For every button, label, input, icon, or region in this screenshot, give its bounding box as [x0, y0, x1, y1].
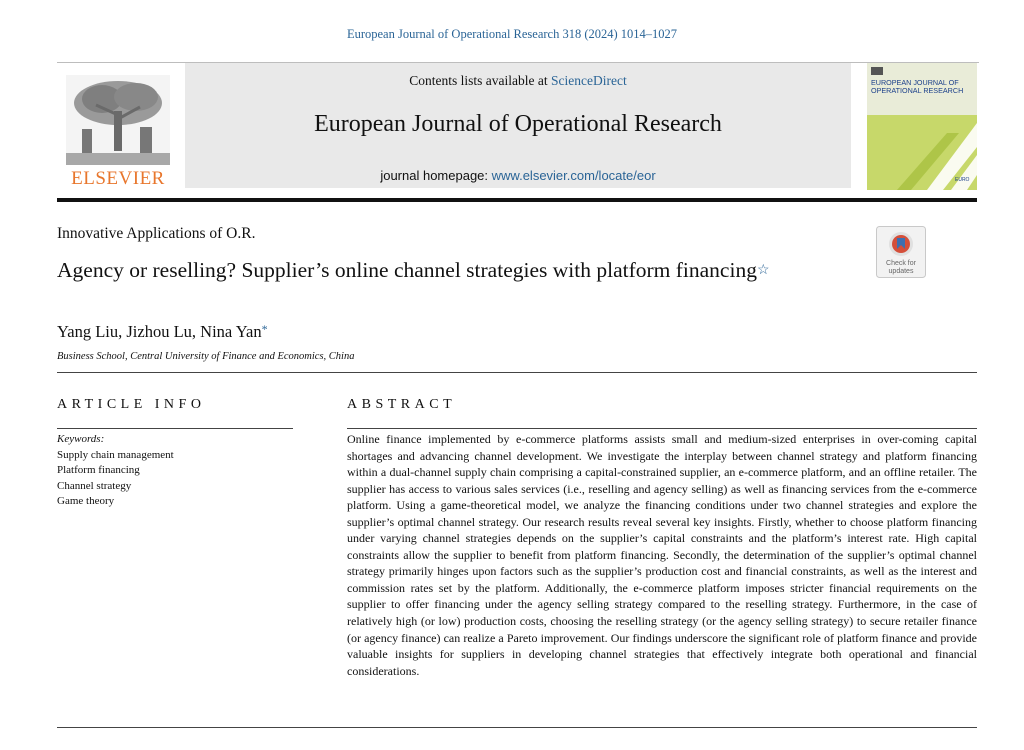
check-updates-line2: updates: [888, 268, 914, 275]
article-info-underline: [57, 428, 293, 429]
keyword-item: Game theory: [57, 495, 115, 507]
keywords-block: [57, 432, 293, 510]
header-divider: [57, 198, 977, 202]
abstract-underline: [347, 428, 977, 429]
cover-title-line2: OPERATIONAL RESEARCH: [871, 86, 964, 95]
bottom-divider: [57, 727, 977, 728]
homepage-line: [185, 168, 851, 183]
elsevier-tree-icon: [66, 75, 170, 165]
author-list: [57, 322, 268, 342]
elsevier-wordmark: ELSEVIER: [71, 168, 165, 189]
journal-homepage-link[interactable]: www.elsevier.com/locate/eor: [491, 168, 656, 183]
journal-header: [57, 63, 979, 197]
article-title-text: Agency or reselling? Supplier’s online channel strategies with platform financing: [57, 258, 757, 282]
keywords-label: Keywords:: [57, 433, 105, 445]
corresponding-author-marker[interactable]: *: [261, 322, 268, 336]
contents-line: [185, 73, 851, 89]
journal-citation: European Journal of Operational Research 318 (2024) 1014–1027: [346, 27, 678, 41]
info-divider: [57, 372, 977, 373]
elsevier-logo: [57, 75, 179, 190]
abstract-text: Online finance implemented by e-commerce platforms assists small and medium-sized enterprises in over-coming capital shortages and advancing channel development. We investigate the interplay between channel strategy and platform financing within a dual-channel supply chain comprising a capital-constrained supplier, an e-commerce platform, and an offline retailer. The supplier has access to various sales services (i.e., reselling and agency selling) as well as financing services from the e-commerce platform. Using a game-theoretical model, we analyze the financing conditions under two channel strategies and explore the supplier’s optimal channel strategy. Our research results reveal several key insights. Firstly, whether to choose platform financing under varying channel strategies depends on the supplier’s capital constraints and the platform’s interest rate. High capital constraints allow the supplier to benefit from platform financing. Secondly, the determination of the supplier’s optimal channel strategy primarily hinges upon factors such as the supplier’s production cost and financial constraints, as well as the interest and commission rates set by the platform. Additionally, the e-commerce platform imposes stricter financial requirements on the supplier to offer financing under the agency selling strategy compared to the reselling strategy. Furthermore, in the case of relatively high (or low) production costs, choosing the reselling strategy (or the agency selling strategy) to secure retailer finance (or agency finance) can realize a Pareto improvement. Our findings underscore the significant role of platform finance and provide valuable insights for suppliers in developing channel strategies that effectively integrate both operational and financial considerations.: [347, 432, 977, 678]
cover-euro-badge: EURO: [955, 177, 970, 183]
journal-banner: [185, 63, 851, 188]
journal-cover-image: [867, 63, 977, 190]
keyword-item: Supply chain management: [57, 448, 174, 461]
cover-title-line1: EUROPEAN JOURNAL OF: [871, 78, 959, 87]
abstract-heading: ABSTRACT: [347, 397, 457, 412]
article-section-type: Innovative Applications of O.R.: [57, 225, 256, 242]
title-footnote-star-icon[interactable]: ☆: [756, 263, 770, 278]
keyword-item: Platform financing: [57, 464, 140, 476]
check-updates-icon: [876, 226, 926, 278]
authors-text[interactable]: Yang Liu, Jizhou Lu, Nina Yan: [57, 322, 262, 341]
article-info-heading: ARTICLE INFO: [57, 397, 206, 412]
article-title: [57, 257, 837, 284]
journal-cover[interactable]: [867, 63, 977, 190]
check-for-updates-button[interactable]: [876, 226, 926, 278]
homepage-prefix: journal homepage:: [380, 168, 492, 183]
keyword-item: Channel strategy: [57, 479, 132, 492]
check-updates-line1: Check for: [886, 260, 916, 267]
contents-prefix: Contents lists available at: [409, 73, 551, 88]
sciencedirect-link[interactable]: ScienceDirect: [551, 73, 627, 88]
affiliation: Business School, Central University of Finance and Economics, China: [57, 351, 355, 362]
journal-title: European Journal of Operational Research: [314, 111, 722, 137]
